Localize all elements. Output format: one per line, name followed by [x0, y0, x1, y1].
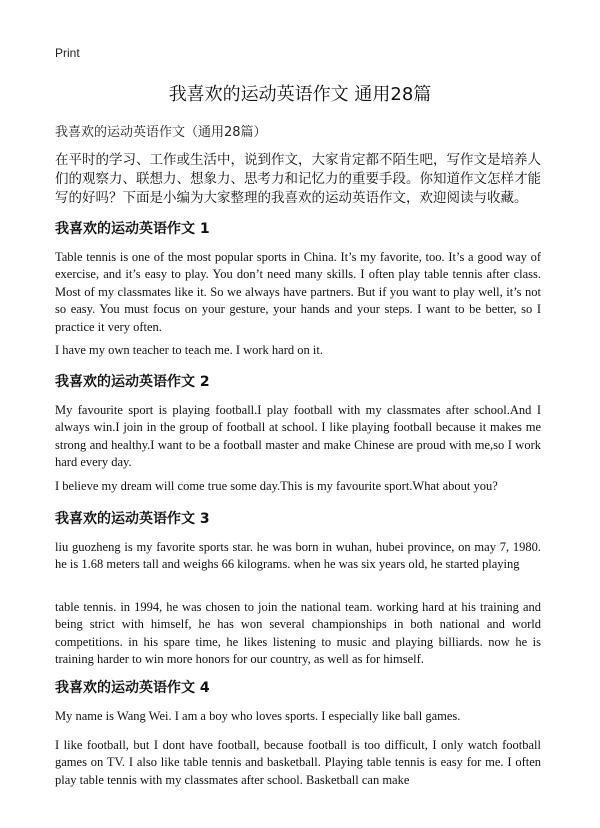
- section-3-paragraph-2: table tennis. in 1994, he was chosen to join the national team. working hard at his training and being strict with himself, he has won several championships in both national and world competitions. in his spare time, he likes listening to music and playing billiards. now he is training harder to win more honors for our country, as well as for himself.: [55, 600, 541, 667]
- section-1-paragraph-1: Table tennis is one of the most popular sports in China. It’s my favorite, too. It’s a good way of exercise, and it’s easy to play. You don’t need many skills. I often play table tennis after class. Most of my classmates like it. So we always have partners. But if you want to play well, it’s not so easy. You must focus on your gesture, your hands and your steps. I want to be better, so I practice it very often.: [55, 250, 541, 334]
- section-4-heading: 我喜欢的运动英语作文 4: [55, 680, 210, 696]
- section-1-paragraph-2: I have my own teacher to teach me. I work hard on it.: [55, 343, 323, 357]
- section-3-paragraph-1: liu guozheng is my favorite sports star. he was born in wuhan, hubei province, on may 7, 1980. he is 1.68 meters tall and weighs 66 kilograms. when he was six years old, he started playing: [55, 540, 541, 572]
- section-1-heading: 我喜欢的运动英语作文 1: [55, 221, 210, 237]
- document-subtitle: 我喜欢的运动英语作文（通用28篇）: [55, 125, 267, 140]
- section-2-heading: 我喜欢的运动英语作文 2: [55, 374, 210, 390]
- section-4-paragraph-1: My name is Wang Wei. I am a boy who loves sports. I especially like ball games.: [55, 709, 461, 723]
- section-2-paragraph-1: My favourite sport is playing football.I play football with my classmates after school.And I always win.I join in the group of football at school. I like playing football because it makes me strong and healthy.I want to be a football master and make Chinese are proud with me,so I work hard every day.: [55, 403, 541, 470]
- section-2-paragraph-2: I believe my dream will come true some day.This is my favourite sport.What about you?: [55, 479, 498, 493]
- intro-paragraph: 在平时的学习、工作或生活中，说到作文，大家肯定都不陌生吧，写作文是培养人们的观察力、联想力、想象力、思考力和记忆力的重要手段。你知道作文怎样才能写的好吗？下面是小编为大家整理的我喜欢的运动英语作文，欢迎阅读与收藏。: [55, 152, 541, 206]
- section-3-heading: 我喜欢的运动英语作文 3: [55, 511, 210, 527]
- print-link[interactable]: Print: [55, 46, 80, 60]
- section-4-paragraph-2: I like football, but I dont have football, because football is too difficult, I only watch football games on TV. I also like table tennis and basketball. Playing table tennis is easy for me. I often play table tennis with my classmates after school. Basketball can make: [55, 738, 541, 787]
- page-title: 我喜欢的运动英语作文 通用28篇: [168, 84, 432, 105]
